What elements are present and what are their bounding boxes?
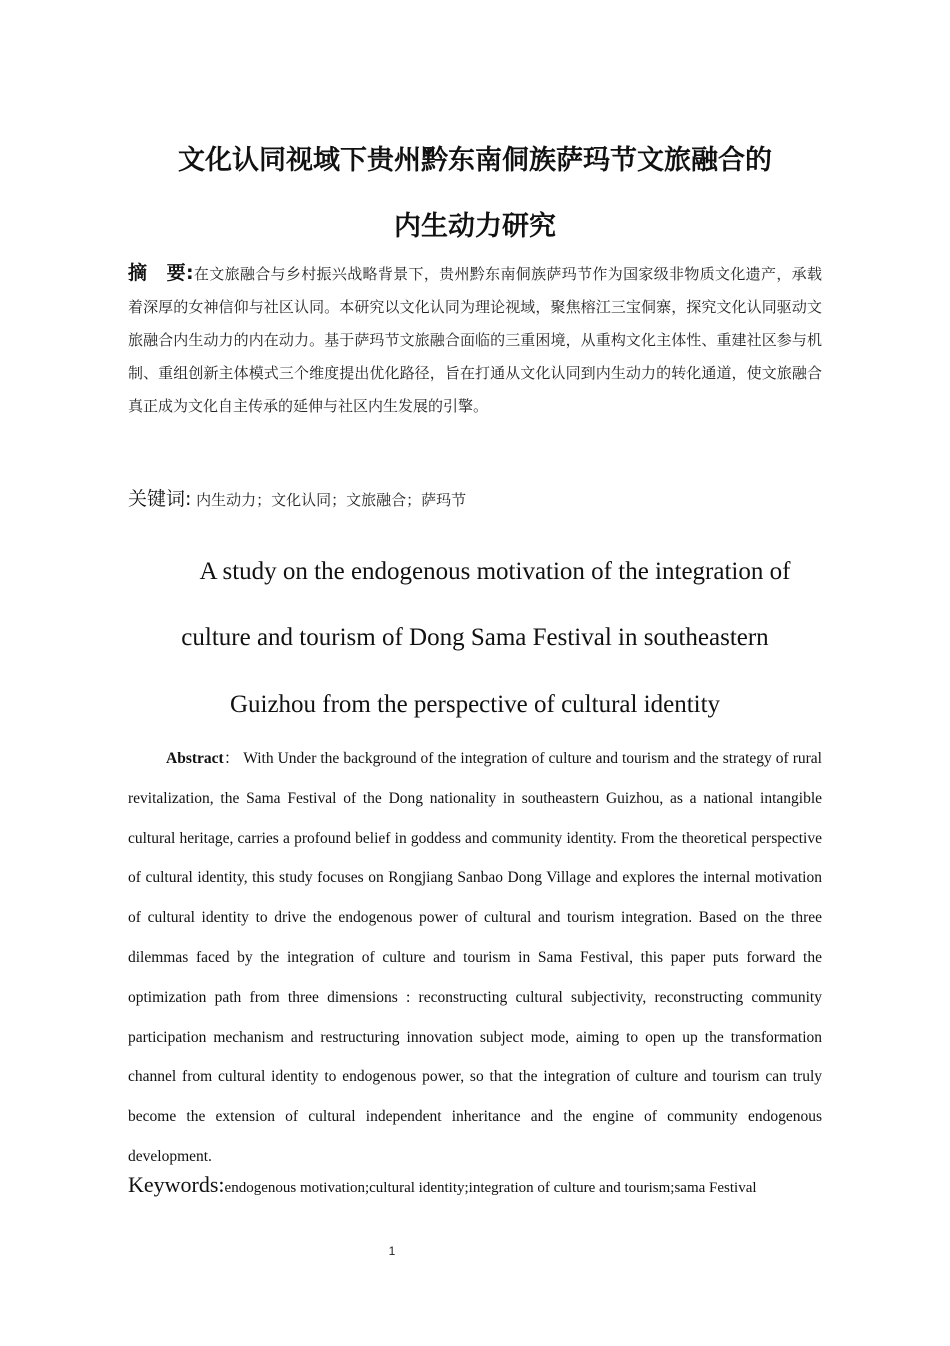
english-title-line-2: culture and tourism of Dong Sama Festival in southeastern xyxy=(181,624,769,651)
english-title-line-3: Guizhou from the perspective of cultural identity xyxy=(229,691,721,718)
english-keywords-label: Keywords: xyxy=(128,1172,225,1197)
chinese-abstract xyxy=(128,257,822,423)
english-abstract-text: With Under the background of the integration of culture and tourism and the strategy of rural revitalization, the Sama Festival of the Dong nationality in southeastern Guizhou, as a national intangible cultural heritage, carries a profound belief in goddess and community identity. From the theoretical perspective of cultural identity, this study focuses on Rongjiang Sanbao Dong Village and explores the internal motivation of cultural identity to drive the endogenous power of cultural and tourism integration. Based on the three dilemmas faced by the integration of culture and tourism in Sama Festival, this paper puts forward the optimization path from three dimensions : reconstructing cultural subjectivity, reconstructing community participation mechanism and restructuring innovation subject mode, aiming to open up the transformation channel from cultural identity to endogenous power, so that the integration of culture and tourism can truly become the extension of cultural independent inheritance and the engine of community endogenous development. xyxy=(128,750,822,1165)
chinese-keywords-text: 内生动力；文化认同；文旅融合；萨玛节 xyxy=(191,491,467,509)
english-keywords-text: endogenous motivation;cultural identity;integration of culture and tourism;sama Festival xyxy=(224,1180,757,1196)
chinese-title-line-2: 内生动力研究 xyxy=(394,211,556,242)
english-abstract-label: Abstract xyxy=(166,750,224,767)
page-number: 1 xyxy=(388,1244,396,1258)
english-abstract xyxy=(128,739,822,1177)
english-keywords xyxy=(128,1172,822,1198)
chinese-abstract-label: 摘 要: xyxy=(128,262,194,284)
english-title-line-1: A study on the endogenous motivation of the integration of xyxy=(199,558,791,585)
chinese-keywords-label: 关键词: xyxy=(128,488,192,510)
chinese-abstract-text: 在文旅融合与乡村振兴战略背景下，贵州黔东南侗族萨玛节作为国家级非物质文化遗产，承载着深厚的女神信仰与社区认同。本研究以文化认同为理论视域，聚焦榕江三宝侗寨，探究文化认同驱动文旅融合内生动力的内在动力。基于萨玛节文旅融合面临的三重困境，从重构文化主体性、重建社区参与机制、重组创新主体模式三个维度提出优化路径，旨在打通从文化认同到内生动力的转化通道，使文旅融合真正成为文化自主传承的延伸与社区内生发展的引擎。 xyxy=(128,265,822,415)
english-abstract-separator: ： xyxy=(223,750,240,767)
chinese-keywords xyxy=(128,484,822,515)
chinese-title-line-1: 文化认同视域下贵州黔东南侗族萨玛节文旅融合的 xyxy=(178,145,772,176)
